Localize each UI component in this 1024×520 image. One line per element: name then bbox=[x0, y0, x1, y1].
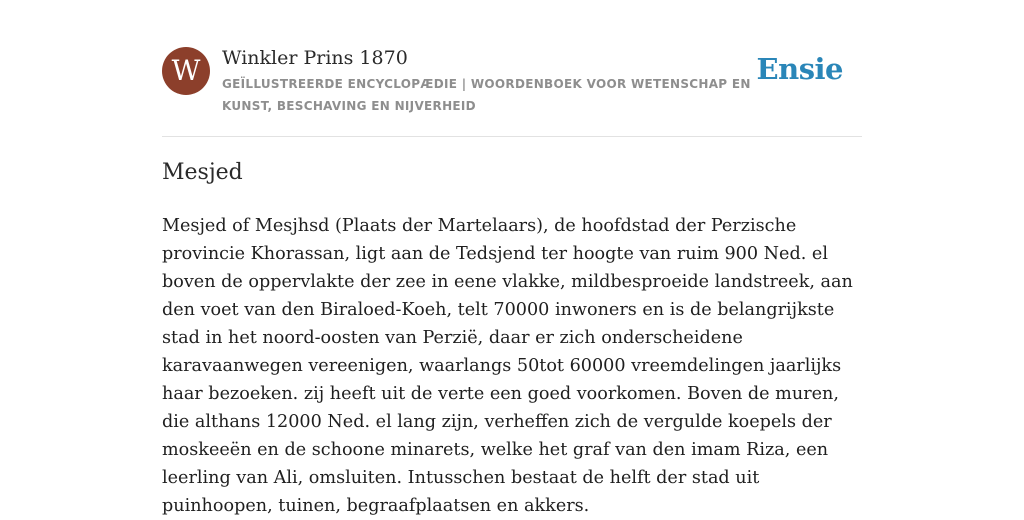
source-title[interactable]: Winkler Prins 1870 bbox=[222, 47, 408, 69]
source-header bbox=[162, 44, 862, 137]
entry-body: Mesjed of Mesjhsd (Plaats der Martelaars), de hoofdstad der Perzische provincie Khorassan, ligt aan de Tedsjend ter hoogte van ruim 900 Ned. el boven de oppervlakte der zee in eene vlakke, mildbesproeide landstreek, aan den voet van den Biraloed-Koeh, telt 70000 inwoners en is de belangrijkste stad in het noord-oosten van Perzië, daar er zich onderscheidene karavaanwegen vereenigen, waarlangs 50tot 60000 vreemdelingen jaarlijks haar bezoeken. zij heeft uit de verte een goed voorkomen. Boven de muren, die althans 12000 Ned. el lang zijn, verheffen zich de vergulde koepels der moskeeën en de schoone minarets, welke het graf van den imam Riza, een leerling van Ali, omsluiten. Intusschen bestaat de helft der stad uit puinhoopen, tuinen, begraafplaatsen en akkers. bbox=[162, 216, 853, 516]
source-subtitle: GEÏLLUSTREERDE ENCYCLOPÆDIE | WOORDENBOEK VOOR WETENSCHAP EN KUNST, BESCHAVING EN NIJVERHEID bbox=[222, 77, 751, 113]
source-avatar[interactable]: W bbox=[162, 47, 210, 95]
entry-title: Mesjed bbox=[162, 160, 243, 185]
ensie-logo-link[interactable]: Ensie bbox=[756, 52, 843, 86]
